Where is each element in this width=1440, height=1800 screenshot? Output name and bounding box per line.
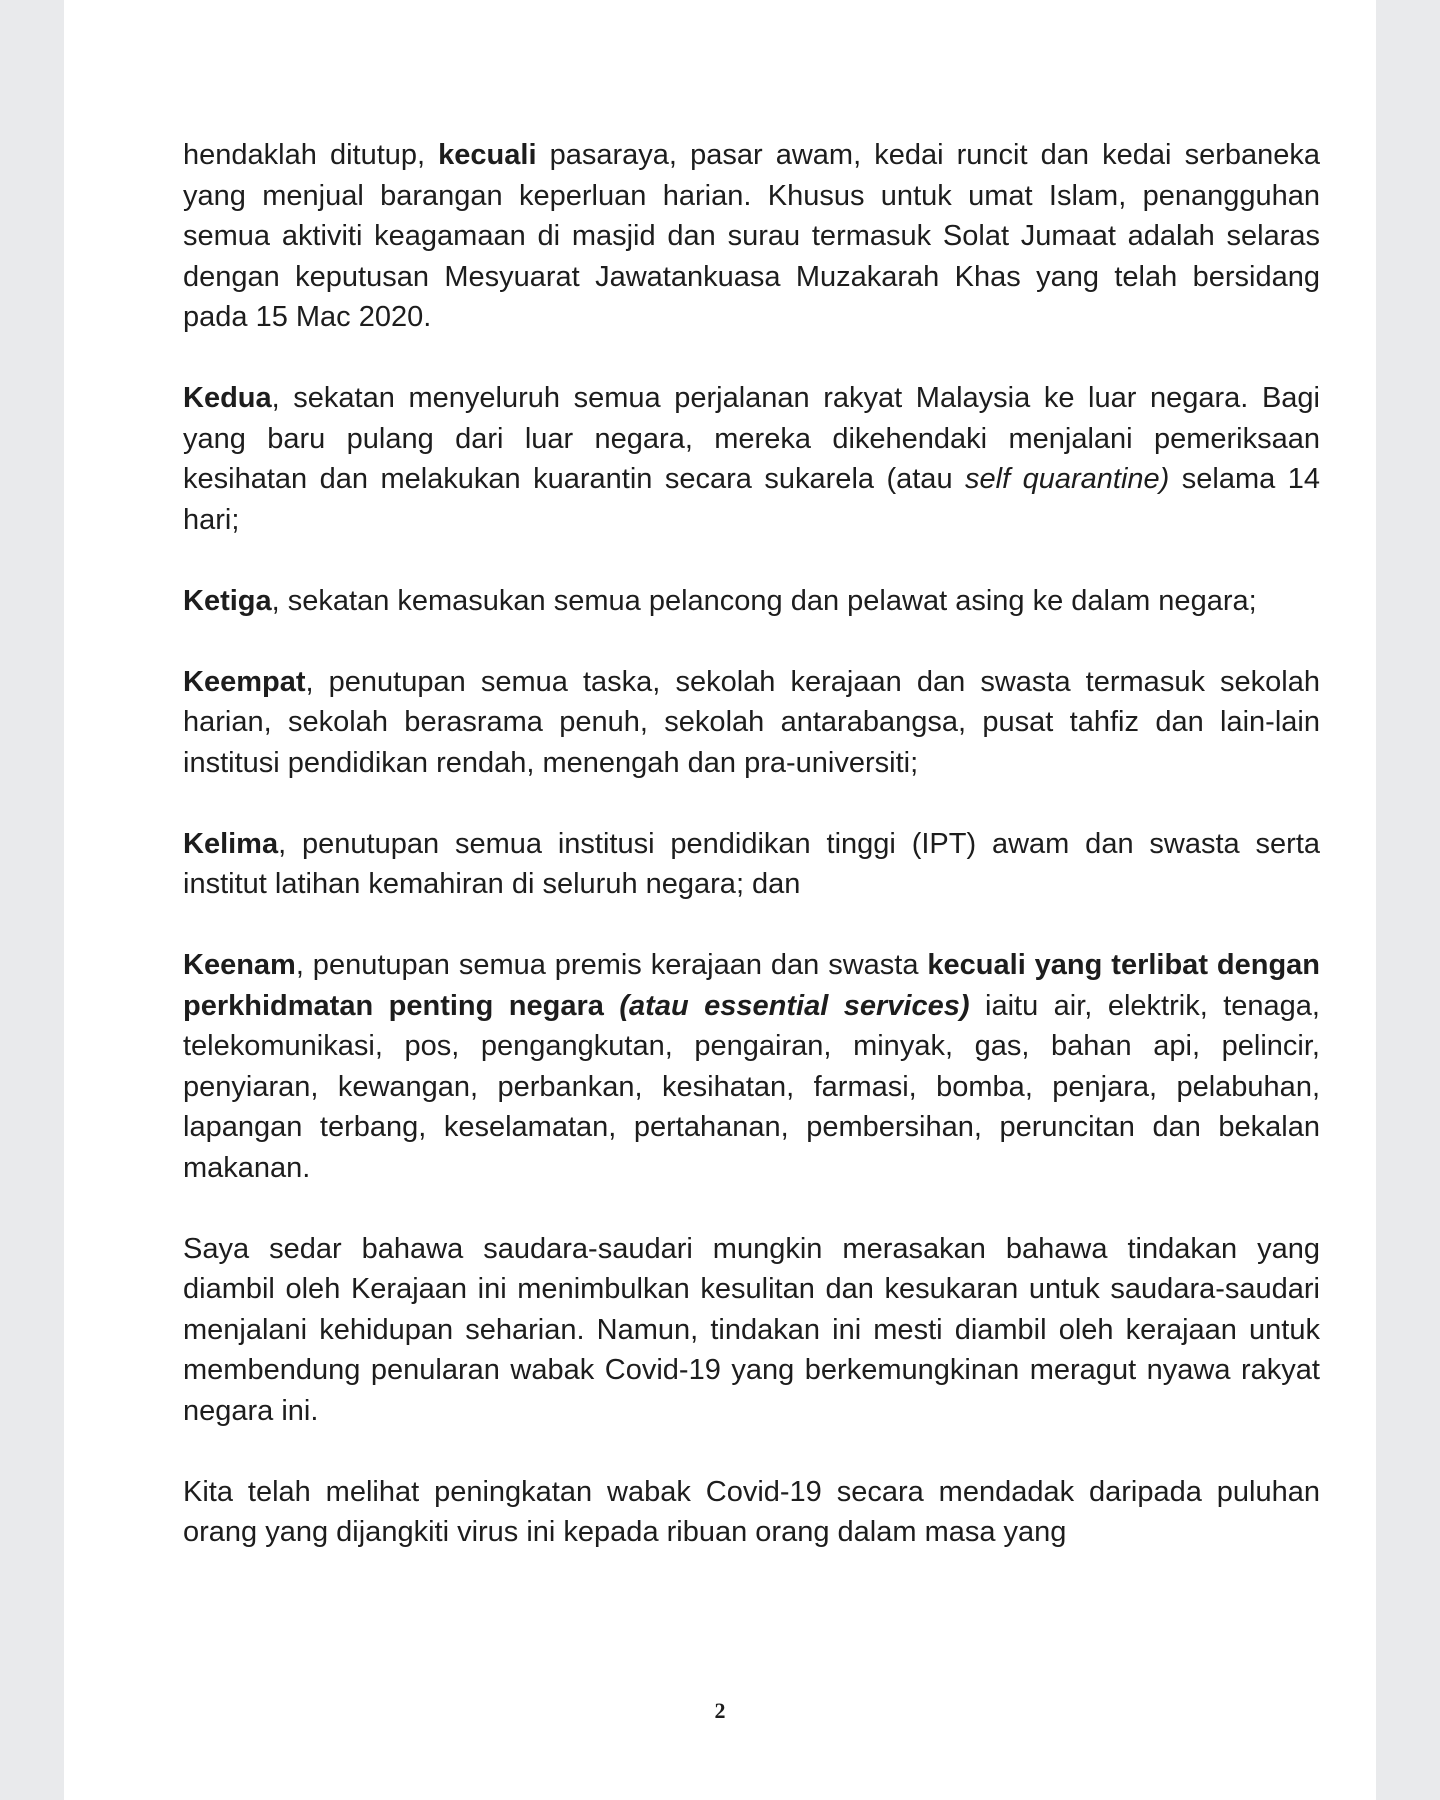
italic-text: self quarantine)	[965, 463, 1170, 495]
document-body	[183, 135, 1320, 1553]
paragraph-closures-intro	[183, 135, 1320, 338]
paragraph-lead: Keenam	[183, 949, 296, 981]
page-number: 2	[714, 1698, 726, 1723]
paragraph-text: , penutupan semua premis kerajaan dan swasta	[295, 949, 928, 981]
paragraph-keempat	[183, 662, 1320, 784]
paragraph-text: , sekatan menyeluruh semua perjalanan rakyat Malaysia ke luar negara. Bagi yang baru pulang dari luar negara, mereka dikehendaki menjalani pemeriksaan kesihatan dan melakukan kuarantin secara sukarela (atau	[183, 382, 1320, 495]
paragraph-kedua	[183, 378, 1320, 540]
paragraph-text: , penutupan semua taska, sekolah kerajaan dan swasta termasuk sekolah harian, sekolah berasrama penuh, sekolah antarabangsa, pusat tahfiz dan lain-lain institusi pendidikan rendah, menengah dan pra-universiti;	[183, 665, 1320, 779]
paragraph-text: hendaklah ditutup,	[183, 139, 439, 171]
paragraph-lead: Keempat	[183, 665, 306, 698]
emphasis-text: kecuali yang terlibat dengan perkhidmatan penting negara	[183, 949, 1321, 1022]
paragraph-hardship	[183, 1229, 1320, 1432]
document-page	[64, 0, 1376, 1800]
paragraph-increase	[183, 1472, 1320, 1553]
paragraph-text: iaitu air, elektrik, tenaga, telekomunikasi, pos, pengangkutan, pengairan, minyak, gas, bahan api, pelincir, penyiaran, kewangan, perbankan, kesihatan, farmasi, bomba, penjara, pelabuhan, lapangan terbang, keselamatan, pertahanan, pembersihan, peruncitan dan bekalan makanan.	[183, 989, 1320, 1184]
paragraph-kelima	[183, 824, 1320, 905]
paragraph-text: selama 14 hari;	[183, 463, 1321, 536]
paragraph-text: pasaraya, pasar awam, kedai runcit dan kedai serbaneka yang menjual barangan keperluan harian. Khusus untuk umat Islam, penangguhan semua aktiviti keagamaan di masjid dan surau termasuk Solat Jumaat adalah selaras dengan keputusan Mesyuarat Jawatankuasa Muzakarah Khas yang telah bersidang pada 15 Mac 2020.	[183, 139, 1320, 333]
paragraph-ketiga	[183, 581, 1320, 622]
emphasis-text: kecuali	[438, 139, 537, 171]
paragraph-lead: Kelima	[183, 827, 279, 860]
paragraph-lead: Ketiga	[183, 584, 272, 617]
paragraph-text: , sekatan kemasukan semua pelancong dan pelawat asing ke dalam negara;	[271, 584, 1257, 617]
paragraph-text: Saya sedar bahawa saudara-saudari mungkin merasakan bahawa tindakan yang diambil oleh Kerajaan ini menimbulkan kesulitan dan kesukaran untuk saudara-saudari menjalani kehidupan seharian. Namun, tindakan ini mesti diambil oleh kerajaan untuk membendung penularan wabak Covid-19 yang berkemungkinan meragut nyawa rakyat negara ini.	[183, 1232, 1320, 1427]
paragraph-lead: Kedua	[183, 382, 272, 414]
paragraph-keenam	[183, 945, 1320, 1188]
paragraph-text: Kita telah melihat peningkatan wabak Covid-19 secara mendadak daripada puluhan orang yang dijangkiti virus ini kepada ribuan orang dalam masa yang	[183, 1475, 1320, 1548]
paragraph-text: , penutupan semua institusi pendidikan tinggi (IPT) awam dan swasta serta institut latihan kemahiran di seluruh negara; dan	[183, 827, 1320, 900]
emphasis-italic-text: (atau essential services)	[619, 989, 970, 1022]
